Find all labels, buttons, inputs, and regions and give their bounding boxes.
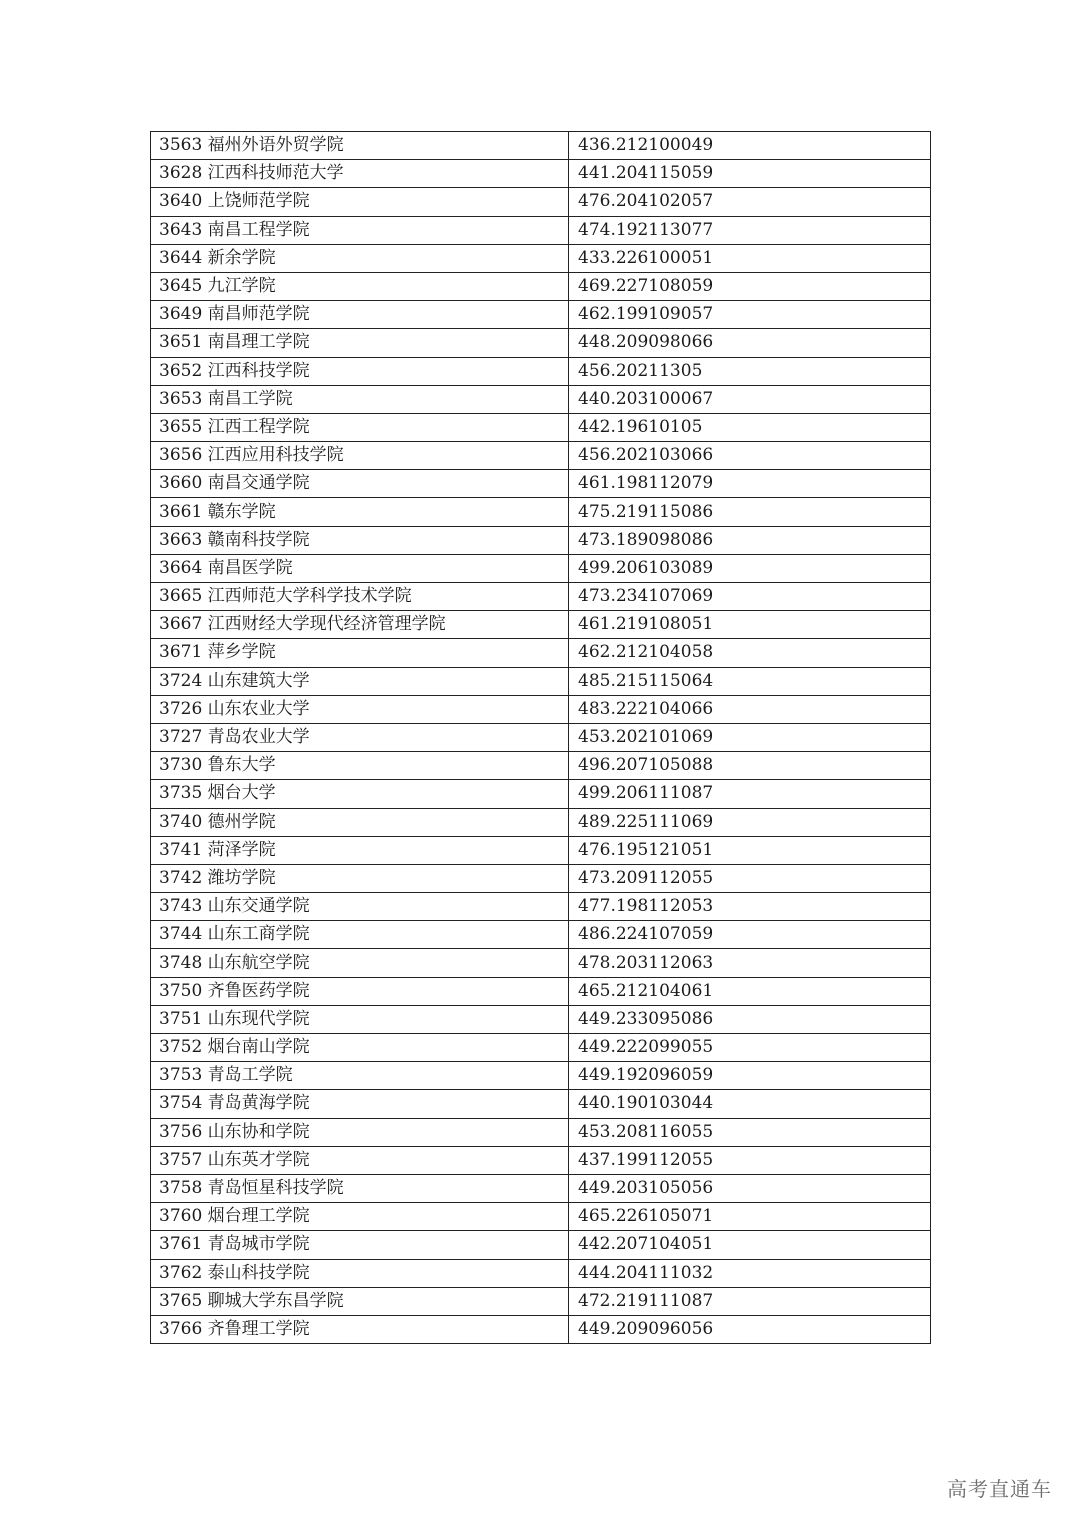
- score-cell: 462.212104058: [569, 639, 931, 667]
- score-cell: 472.219111087: [569, 1287, 931, 1315]
- score-cell: 456.202103066: [569, 442, 931, 470]
- school-cell: 3766 齐鲁理工学院: [151, 1315, 569, 1343]
- score-cell: 436.212100049: [569, 132, 931, 160]
- school-cell: 3653 南昌工学院: [151, 385, 569, 413]
- table-row: [151, 244, 931, 272]
- score-cell: 462.199109057: [569, 301, 931, 329]
- table-row: [151, 583, 931, 611]
- table-row: [151, 1005, 931, 1033]
- table-row: [151, 470, 931, 498]
- table-row: [151, 780, 931, 808]
- school-cell: 3735 烟台大学: [151, 780, 569, 808]
- score-cell: 442.19610105: [569, 413, 931, 441]
- score-cell: 461.219108051: [569, 611, 931, 639]
- score-cell: 478.203112063: [569, 949, 931, 977]
- score-cell: 456.20211305: [569, 357, 931, 385]
- table-row: [151, 442, 931, 470]
- school-cell: 3741 菏泽学院: [151, 836, 569, 864]
- table-row: [151, 723, 931, 751]
- table-row: [151, 695, 931, 723]
- score-cell: 465.212104061: [569, 977, 931, 1005]
- table-row: [151, 949, 931, 977]
- score-cell: 485.215115064: [569, 667, 931, 695]
- school-cell: 3730 鲁东大学: [151, 752, 569, 780]
- score-cell: 477.198112053: [569, 893, 931, 921]
- school-cell: 3753 青岛工学院: [151, 1062, 569, 1090]
- score-cell: 453.208116055: [569, 1118, 931, 1146]
- score-cell: 449.203105056: [569, 1174, 931, 1202]
- school-cell: 3656 江西应用科技学院: [151, 442, 569, 470]
- table-row: [151, 498, 931, 526]
- school-cell: 3748 山东航空学院: [151, 949, 569, 977]
- table-row: [151, 1203, 931, 1231]
- table-row: [151, 272, 931, 300]
- school-cell: 3726 山东农业大学: [151, 695, 569, 723]
- table-row: [151, 1259, 931, 1287]
- school-cell: 3640 上饶师范学院: [151, 188, 569, 216]
- table-row: [151, 611, 931, 639]
- school-cell: 3740 德州学院: [151, 808, 569, 836]
- score-cell: 499.206103089: [569, 554, 931, 582]
- table-row: [151, 667, 931, 695]
- school-cell: 3643 南昌工程学院: [151, 216, 569, 244]
- score-cell: 473.234107069: [569, 583, 931, 611]
- school-cell: 3661 赣东学院: [151, 498, 569, 526]
- school-cell: 3660 南昌交通学院: [151, 470, 569, 498]
- score-cell: 440.190103044: [569, 1090, 931, 1118]
- school-cell: 3765 聊城大学东昌学院: [151, 1287, 569, 1315]
- table-row: [151, 132, 931, 160]
- score-cell: 448.209098066: [569, 329, 931, 357]
- school-cell: 3645 九江学院: [151, 272, 569, 300]
- score-cell: 475.219115086: [569, 498, 931, 526]
- school-cell: 3651 南昌理工学院: [151, 329, 569, 357]
- score-cell: 441.204115059: [569, 160, 931, 188]
- table-row: [151, 1118, 931, 1146]
- score-cell: 449.209096056: [569, 1315, 931, 1343]
- school-cell: 3756 山东协和学院: [151, 1118, 569, 1146]
- score-cell: 449.222099055: [569, 1034, 931, 1062]
- school-cell: 3761 青岛城市学院: [151, 1231, 569, 1259]
- score-cell: 476.204102057: [569, 188, 931, 216]
- score-cell: 499.206111087: [569, 780, 931, 808]
- school-cell: 3652 江西科技学院: [151, 357, 569, 385]
- score-cell: 442.207104051: [569, 1231, 931, 1259]
- score-cell: 473.189098086: [569, 526, 931, 554]
- school-cell: 3752 烟台南山学院: [151, 1034, 569, 1062]
- table-row: [151, 188, 931, 216]
- table-row: [151, 301, 931, 329]
- table-row: [151, 526, 931, 554]
- score-cell: 453.202101069: [569, 723, 931, 751]
- table-row: [151, 1315, 931, 1343]
- score-cell: 465.226105071: [569, 1203, 931, 1231]
- score-cell: 483.222104066: [569, 695, 931, 723]
- school-cell: 3727 青岛农业大学: [151, 723, 569, 751]
- score-cell: 433.226100051: [569, 244, 931, 272]
- score-cell: 469.227108059: [569, 272, 931, 300]
- school-cell: 3744 山东工商学院: [151, 921, 569, 949]
- school-cell: 3751 山东现代学院: [151, 1005, 569, 1033]
- school-cell: 3750 齐鲁医药学院: [151, 977, 569, 1005]
- table-row: [151, 385, 931, 413]
- table-row: [151, 1090, 931, 1118]
- school-cell: 3743 山东交通学院: [151, 893, 569, 921]
- school-cell: 3667 江西财经大学现代经济管理学院: [151, 611, 569, 639]
- table-row: [151, 1231, 931, 1259]
- table-body: [151, 132, 931, 1344]
- school-cell: 3655 江西工程学院: [151, 413, 569, 441]
- table-row: [151, 160, 931, 188]
- table-row: [151, 836, 931, 864]
- school-cell: 3644 新余学院: [151, 244, 569, 272]
- school-cell: 3663 赣南科技学院: [151, 526, 569, 554]
- table-row: [151, 329, 931, 357]
- table-row: [151, 1146, 931, 1174]
- table-row: [151, 864, 931, 892]
- watermark: 高考直通车: [947, 1477, 1052, 1501]
- score-cell: 449.233095086: [569, 1005, 931, 1033]
- table-row: [151, 1287, 931, 1315]
- school-cell: 3754 青岛黄海学院: [151, 1090, 569, 1118]
- table-row: [151, 977, 931, 1005]
- score-table: [150, 131, 931, 1344]
- table-row: [151, 752, 931, 780]
- table-row: [151, 808, 931, 836]
- school-cell: 3649 南昌师范学院: [151, 301, 569, 329]
- table-row: [151, 893, 931, 921]
- school-cell: 3758 青岛恒星科技学院: [151, 1174, 569, 1202]
- score-cell: 496.207105088: [569, 752, 931, 780]
- school-cell: 3665 江西师范大学科学技术学院: [151, 583, 569, 611]
- school-cell: 3671 萍乡学院: [151, 639, 569, 667]
- school-cell: 3628 江西科技师范大学: [151, 160, 569, 188]
- table-row: [151, 1062, 931, 1090]
- table-row: [151, 554, 931, 582]
- score-cell: 461.198112079: [569, 470, 931, 498]
- school-cell: 3762 泰山科技学院: [151, 1259, 569, 1287]
- school-cell: 3757 山东英才学院: [151, 1146, 569, 1174]
- school-cell: 3664 南昌医学院: [151, 554, 569, 582]
- score-cell: 473.209112055: [569, 864, 931, 892]
- school-cell: 3742 潍坊学院: [151, 864, 569, 892]
- score-cell: 449.192096059: [569, 1062, 931, 1090]
- score-cell: 486.224107059: [569, 921, 931, 949]
- score-cell: 476.195121051: [569, 836, 931, 864]
- table-row: [151, 1174, 931, 1202]
- school-cell: 3760 烟台理工学院: [151, 1203, 569, 1231]
- table-row: [151, 413, 931, 441]
- school-cell: 3724 山东建筑大学: [151, 667, 569, 695]
- table-row: [151, 639, 931, 667]
- score-cell: 437.199112055: [569, 1146, 931, 1174]
- score-cell: 489.225111069: [569, 808, 931, 836]
- table-row: [151, 357, 931, 385]
- table-row: [151, 921, 931, 949]
- score-cell: 440.203100067: [569, 385, 931, 413]
- score-cell: 474.192113077: [569, 216, 931, 244]
- school-cell: 3563 福州外语外贸学院: [151, 132, 569, 160]
- score-cell: 444.204111032: [569, 1259, 931, 1287]
- table-row: [151, 216, 931, 244]
- table-row: [151, 1034, 931, 1062]
